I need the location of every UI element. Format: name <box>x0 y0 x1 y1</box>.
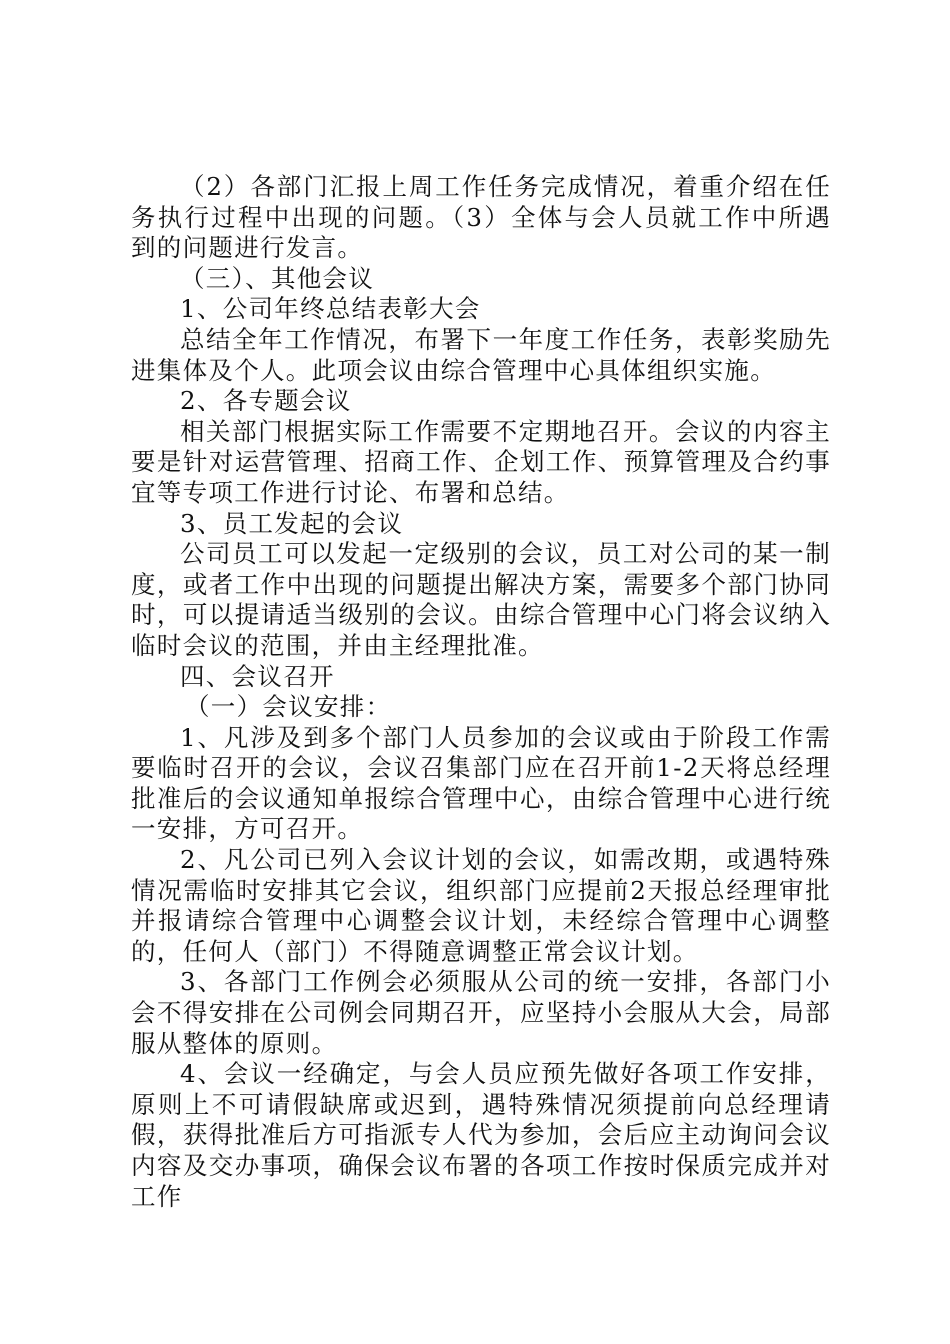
paragraph-arrangement-2: 2、凡公司已列入会议计划的会议，如需改期，或遇特殊情况需临时安排其它会议，组织部门应提前2天报总经理审批并报请综合管理中心调整会议计划，未经综合管理中心调整的，任何人（部门）不得随意调整正常会议计划。 <box>131 845 831 966</box>
heading-annual-meeting: 1、公司年终总结表彰大会 <box>180 294 481 324</box>
paragraph-report-items: （2）各部门汇报上周工作任务完成情况，着重介绍在任务执行过程中出现的问题。（3）全体与会人员就工作中所遇到的问题进行发言。 <box>131 172 831 263</box>
paragraph-arrangement-1: 1、凡涉及到多个部门人员参加的会议或由于阶段工作需要临时召开的会议，会议召集部门应在召开前1-2天将总经理批准后的会议通知单报综合管理中心，由综合管理中心进行统一安排，方可召开。 <box>131 722 831 844</box>
heading-meeting-convening: 四、会议召开 <box>180 661 335 691</box>
heading-meeting-arrangement: （一）会议安排： <box>185 692 392 722</box>
paragraph-annual-meeting: 总结全年工作情况，布署下一年度工作任务，表彰奖励先进集体及个人。此项会议由综合管理中心具体组织实施。 <box>131 324 831 385</box>
document-body <box>131 172 831 1212</box>
paragraph-special-meetings: 相关部门根据实际工作需要不定期地召开。会议的内容主要是针对运营管理、招商工作、企划工作、预算管理及合约事宜等专项工作进行讨论、布署和总结。 <box>131 416 831 507</box>
paragraph-arrangement-3: 3、各部门工作例会必须服从公司的统一安排，各部门小会不得安排在公司例会同期召开，应坚持小会服从大会，局部服从整体的原则。 <box>131 967 831 1058</box>
heading-special-meetings: 2、各专题会议 <box>180 386 352 416</box>
paragraph-employee-meetings: 公司员工可以发起一定级别的会议，员工对公司的某一制度，或者工作中出现的问题提出解决方案，需要多个部门协同时，可以提请适当级别的会议。由综合管理中心门将会议纳入临时会议的范围，并由主经理批准。 <box>131 539 831 660</box>
paragraph-arrangement-4: 4、会议一经确定，与会人员应预先做好各项工作安排，原则上不可请假缺席或迟到，遇特殊情况须提前向总经理请假，获得批准后方可指派专人代为参加，会后应主动询问会议内容及交办事项，确保会议布署的各项工作按时保质完成并对工作 <box>131 1059 831 1211</box>
heading-employee-meetings: 3、员工发起的会议 <box>180 508 404 538</box>
heading-other-meetings: （三）、其他会议 <box>180 263 375 293</box>
